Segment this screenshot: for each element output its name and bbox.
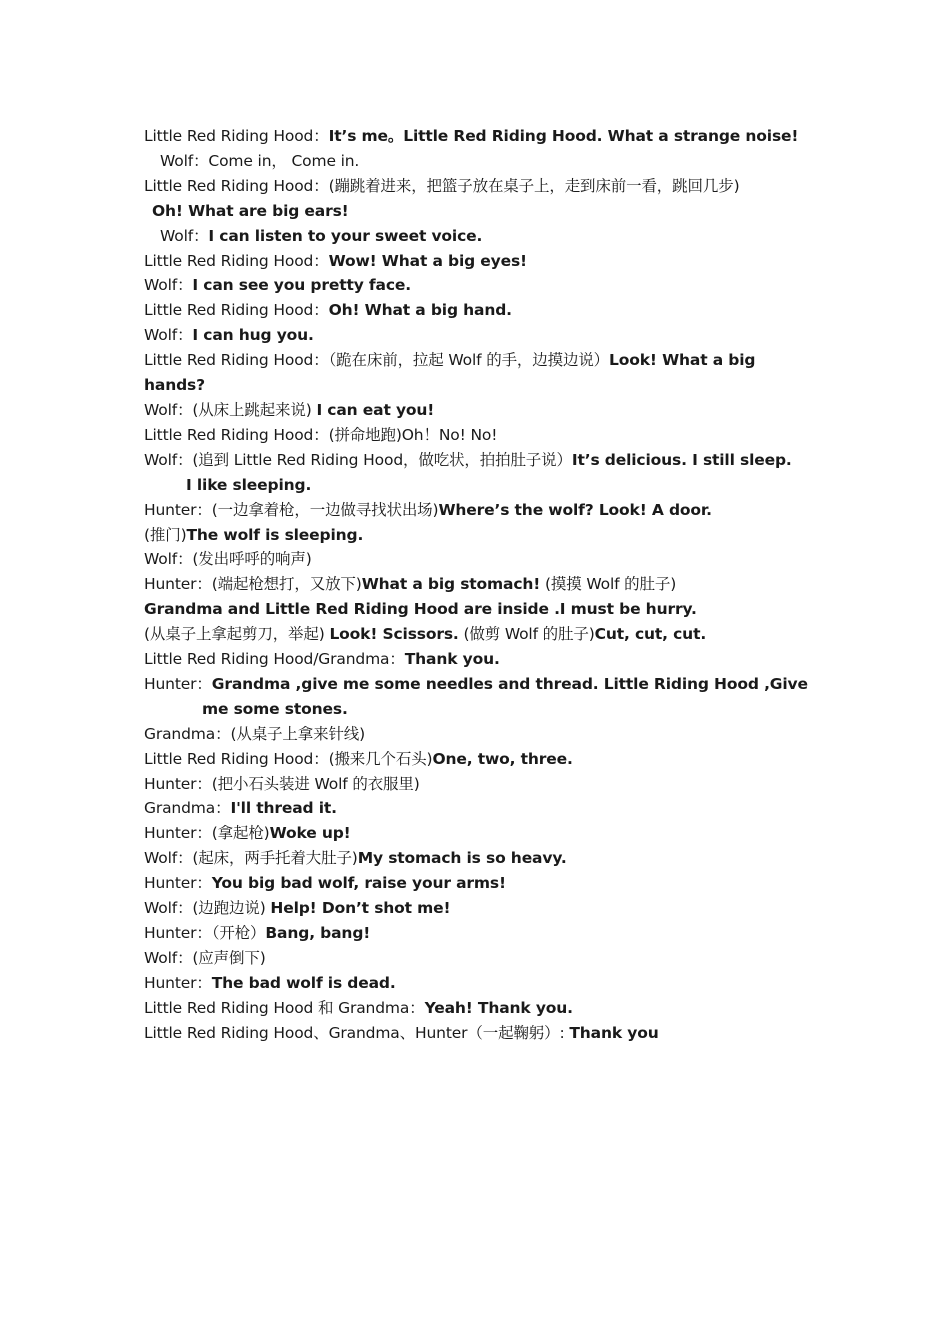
dialogue-text: My stomach is so heavy.: [357, 849, 567, 868]
script-line-continuation: [144, 697, 816, 722]
script-line: [144, 946, 816, 971]
script-line: [144, 199, 816, 224]
speaker-or-direction-text: Grandma：(从桌子上拿来针线): [144, 724, 366, 743]
speaker-or-direction-text: Wolf：: [144, 326, 193, 345]
script-line: [144, 722, 816, 747]
script-line: [144, 498, 816, 523]
speaker-or-direction-text: Hunter：: [144, 674, 212, 693]
dialogue-text: Bang, bang!: [265, 924, 371, 942]
script-line: [144, 622, 816, 647]
speaker-or-direction-text: Hunter：: [144, 973, 212, 992]
dialogue-text: I'll thread it.: [230, 799, 337, 818]
script-line: [144, 423, 816, 448]
speaker-or-direction-text: Wolf：Come in， Come in.: [160, 151, 360, 170]
speaker-or-direction-text: (做剪 Wolf 的肚子): [458, 625, 595, 644]
dialogue-text: Woke up!: [269, 824, 351, 843]
script-line-continuation: [144, 473, 816, 498]
speaker-or-direction-text: Wolf：: [144, 276, 193, 295]
dialogue-text: It’s delicious. I still sleep.: [571, 450, 792, 469]
dialogue-text: Grandma and Little Red Riding Hood are inside .I must be hurry.: [144, 600, 697, 619]
speaker-or-direction-text: Little Red Riding Hood：(蹦跳着进来，把篮子放在桌子上，走到床前一看，跳回几步): [144, 176, 740, 195]
speaker-or-direction-text: Hunter：(把小石头装进 Wolf 的衣服里): [144, 774, 420, 793]
script-line: [144, 871, 816, 896]
speaker-or-direction-text: Little Red Riding Hood 和 Grandma：: [144, 998, 425, 1017]
script-line: [144, 348, 816, 398]
script-line: [144, 672, 816, 722]
speaker-or-direction-text: Hunter：（开枪）: [144, 924, 266, 942]
speaker-or-direction-text: Little Red Riding Hood：: [144, 301, 329, 320]
script-line: [144, 523, 816, 548]
speaker-or-direction-text: (推门): [144, 525, 187, 544]
dialogue-text: The bad wolf is dead.: [211, 973, 396, 992]
speaker-or-direction-text: Hunter：(端起枪想打，又放下): [144, 575, 362, 594]
dialogue-text: I can eat you!: [316, 400, 435, 419]
speaker-or-direction-text: Wolf：(边跑边说): [144, 899, 271, 918]
speaker-or-direction-text: Little Red Riding Hood、Grandma、Hunter（一起鞠躬）:: [144, 1023, 570, 1042]
dialogue-text: One, two, three.: [432, 749, 573, 768]
speaker-or-direction-text: Wolf：(起床，两手托着大肚子): [144, 849, 358, 868]
speaker-or-direction-text: Wolf：(从床上跳起来说): [144, 400, 317, 419]
dialogue-text: What a big stomach!: [361, 575, 541, 594]
script-line: [144, 547, 816, 572]
speaker-or-direction-text: Little Red Riding Hood/Grandma：: [144, 650, 405, 669]
dialogue-text: Thank you: [569, 1023, 659, 1042]
speaker-or-direction-text: Wolf：: [160, 226, 209, 245]
speaker-or-direction-text: Little Red Riding Hood：(搬来几个石头): [144, 749, 433, 768]
script-line: [144, 597, 816, 622]
dialogue-text: I can see you pretty face.: [192, 276, 411, 295]
speaker-or-direction-text: (从桌子上拿起剪刀，举起): [144, 625, 330, 644]
script-line: [144, 174, 816, 199]
script-line: [144, 448, 816, 498]
script-line: [144, 647, 816, 672]
dialogue-text: Look! Scissors.: [329, 625, 459, 644]
dialogue-text: It’s me。Little Red Riding Hood. What a strange noise!: [328, 127, 799, 145]
play-script-text: [144, 124, 816, 1046]
dialogue-text: Wow! What a big eyes!: [328, 251, 527, 270]
script-line: [144, 971, 816, 996]
script-line: [144, 846, 816, 871]
dialogue-text: me some stones.: [202, 699, 348, 718]
script-line: [144, 921, 816, 946]
script-line: [144, 249, 816, 274]
speaker-or-direction-text: Hunter：(一边拿着枪，一边做寻找状出场): [144, 500, 439, 519]
speaker-or-direction-text: Grandma：: [144, 799, 231, 818]
script-line: [144, 149, 816, 174]
script-line: [144, 572, 816, 597]
speaker-or-direction-text: Little Red Riding Hood：(拼命地跑)Oh！No! No!: [144, 425, 498, 444]
dialogue-text: The wolf is sleeping.: [186, 525, 364, 544]
script-line: [144, 224, 816, 249]
speaker-or-direction-text: Wolf：(应声倒下): [144, 948, 266, 967]
speaker-or-direction-text: Hunter：(拿起枪): [144, 824, 270, 843]
script-line: [144, 398, 816, 423]
script-line: [144, 323, 816, 348]
speaker-or-direction-text: (摸摸 Wolf 的肚子): [540, 575, 677, 594]
script-line: [144, 1021, 816, 1046]
dialogue-text: Help! Don’t shot me!: [270, 899, 451, 918]
script-line: [144, 796, 816, 821]
dialogue-text: Yeah! Thank you.: [424, 998, 573, 1017]
speaker-or-direction-text: Little Red Riding Hood：: [144, 251, 329, 270]
script-line: [144, 772, 816, 797]
dialogue-text: Grandma ,give me some needles and thread. Little Riding Hood ,Give: [211, 674, 808, 693]
speaker-or-direction-text: Hunter：: [144, 874, 212, 893]
script-line: [144, 298, 816, 323]
script-line: [144, 273, 816, 298]
script-line: [144, 896, 816, 921]
script-line-continuation: [144, 373, 816, 398]
speaker-or-direction-text: Little Red Riding Hood：（跪在床前，拉起 Wolf 的手，边摸边说）: [144, 351, 610, 370]
dialogue-text: hands?: [144, 376, 205, 395]
dialogue-text: I like sleeping.: [186, 475, 312, 494]
script-line: [144, 747, 816, 772]
script-line: [144, 821, 816, 846]
dialogue-text: I can hug you.: [192, 326, 314, 345]
speaker-or-direction-text: Wolf：(发出呼呼的响声): [144, 550, 312, 569]
dialogue-text: I can listen to your sweet voice.: [208, 226, 483, 245]
dialogue-text: Cut, cut, cut.: [594, 625, 707, 644]
speaker-or-direction-text: Wolf：(追到 Little Red Riding Hood，做吃状，拍拍肚子说）: [144, 450, 572, 469]
speaker-or-direction-text: Little Red Riding Hood：: [144, 127, 329, 145]
dialogue-text: Oh! What a big hand.: [328, 301, 512, 320]
dialogue-text: You big bad wolf, raise your arms!: [211, 874, 506, 893]
script-line: [144, 124, 816, 149]
dialogue-text: Oh! What are big ears!: [152, 201, 349, 220]
dialogue-text: Look! What a big: [609, 351, 756, 370]
dialogue-text: Where’s the wolf? Look! A door.: [438, 500, 712, 519]
dialogue-text: Thank you.: [404, 650, 500, 669]
script-line: [144, 996, 816, 1021]
